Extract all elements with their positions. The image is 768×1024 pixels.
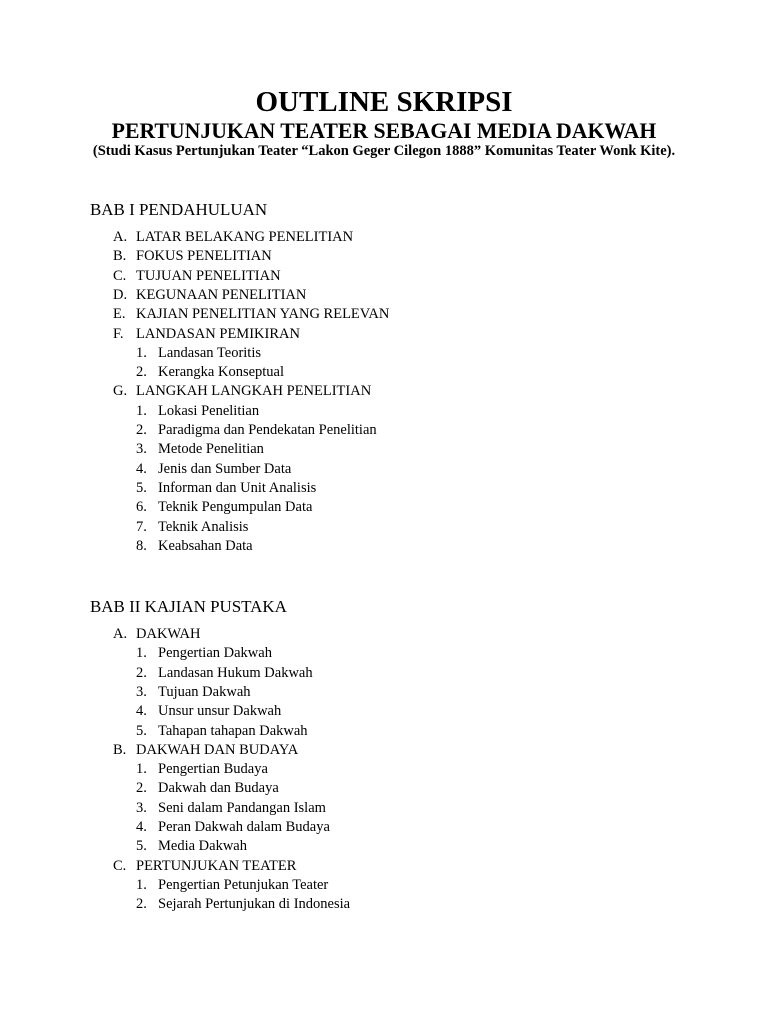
thesis-title: PERTUNJUKAN TEATER SEBAGAI MEDIA DAKWAH: [111, 119, 657, 143]
subsection-item-label: Landasan Hukum Dakwah: [158, 664, 313, 681]
subsection-item-marker: 1.: [136, 876, 147, 893]
chapter-title: BAB I PENDAHULUAN: [90, 200, 268, 219]
section-item-label: KEGUNAAN PENELITIAN: [136, 286, 307, 303]
subsection-item-label: Media Dakwah: [158, 838, 247, 855]
subsection-item-marker: 3.: [136, 799, 147, 816]
subsection-item-label: Tahapan tahapan Dakwah: [158, 722, 308, 739]
subsection-item-marker: 4.: [136, 460, 147, 477]
subsection-item-label: Dakwah dan Budaya: [158, 780, 279, 797]
document-heading: OUTLINE SKRIPSI: [255, 86, 513, 118]
section-item-marker: B.: [113, 741, 127, 758]
section-item-label: DAKWAH DAN BUDAYA: [136, 741, 299, 758]
section-item-marker: G.: [113, 383, 128, 400]
subsection-item-marker: 5.: [136, 838, 147, 855]
section-item-label: LANGKAH LANGKAH PENELITIAN: [136, 383, 372, 400]
subsection-item-label: Paradigma dan Pendekatan Penelitian: [158, 422, 377, 438]
subsection-item-label: Pengertian Budaya: [158, 761, 268, 778]
subsection-item-label: Metode Penelitian: [158, 441, 264, 458]
subsection-item-marker: 8.: [136, 537, 147, 554]
subsection-item-marker: 7.: [136, 518, 147, 535]
subsection-item-label: Teknik Analisis: [158, 518, 249, 535]
section-item-label: TUJUAN PENELITIAN: [136, 267, 281, 284]
subsection-item-label: Jenis dan Sumber Data: [158, 460, 292, 477]
subsection-item-label: Informan dan Unit Analisis: [158, 479, 317, 496]
subsection-item-label: Keabsahan Data: [158, 537, 253, 554]
section-item-marker: E.: [113, 306, 126, 323]
section-item-marker: D.: [113, 286, 128, 303]
subsection-item-marker: 3.: [136, 441, 147, 458]
subsection-item-marker: 2.: [136, 896, 147, 913]
subsection-item-marker: 1.: [136, 402, 147, 419]
section-item-label: LANDASAN PEMIKIRAN: [136, 325, 300, 342]
subsection-item-marker: 2.: [136, 422, 147, 438]
thesis-subtitle: (Studi Kasus Pertunjukan Teater “Lakon Geger Cilegon 1888” Komunitas Teater Wonk Kite).: [92, 143, 676, 159]
subsection-item-marker: 4.: [136, 703, 147, 720]
subsection-item-marker: 2.: [136, 780, 147, 797]
section-item-marker: C.: [113, 267, 127, 284]
section-item-label: FOKUS PENELITIAN: [136, 248, 272, 265]
subsection-item-marker: 1.: [136, 645, 147, 662]
subsection-item-label: Kerangka Konseptual: [158, 364, 285, 381]
subsection-item-marker: 2.: [136, 364, 147, 381]
subsection-item-marker: 1.: [136, 344, 147, 361]
subsection-item-marker: 2.: [136, 664, 147, 681]
subsection-item-marker: 5.: [136, 479, 147, 496]
section-item-marker: F.: [113, 325, 124, 342]
section-item-label: LATAR BELAKANG PENELITIAN: [136, 229, 354, 245]
section-item-label: PERTUNJUKAN TEATER: [136, 857, 297, 874]
subsection-item-marker: 5.: [136, 722, 147, 739]
section-item-marker: A.: [113, 229, 128, 245]
subsection-item-label: Seni dalam Pandangan Islam: [158, 799, 326, 816]
section-item-marker: A.: [113, 626, 128, 642]
subsection-item-label: Pengertian Dakwah: [158, 645, 272, 662]
section-item-marker: B.: [113, 248, 127, 265]
section-item-label: DAKWAH: [136, 626, 201, 642]
subsection-item-label: Teknik Pengumpulan Data: [158, 499, 313, 516]
subsection-item-label: Peran Dakwah dalam Budaya: [158, 819, 330, 835]
section-item-label: KAJIAN PENELITIAN YANG RELEVAN: [136, 306, 390, 323]
subsection-item-marker: 3.: [136, 683, 147, 700]
section-item-marker: C.: [113, 857, 127, 874]
subsection-item-label: Unsur unsur Dakwah: [158, 703, 282, 720]
chapter-title: BAB II KAJIAN PUSTAKA: [90, 597, 287, 616]
subsection-item-label: Landasan Teoritis: [158, 344, 262, 361]
subsection-item-label: Tujuan Dakwah: [158, 683, 251, 700]
subsection-item-label: Pengertian Petunjukan Teater: [158, 876, 329, 893]
subsection-item-marker: 1.: [136, 761, 147, 778]
subsection-item-label: Lokasi Penelitian: [158, 402, 260, 419]
subsection-item-label: Sejarah Pertunjukan di Indonesia: [158, 896, 351, 913]
subsection-item-marker: 4.: [136, 819, 147, 835]
subsection-item-marker: 6.: [136, 499, 147, 516]
